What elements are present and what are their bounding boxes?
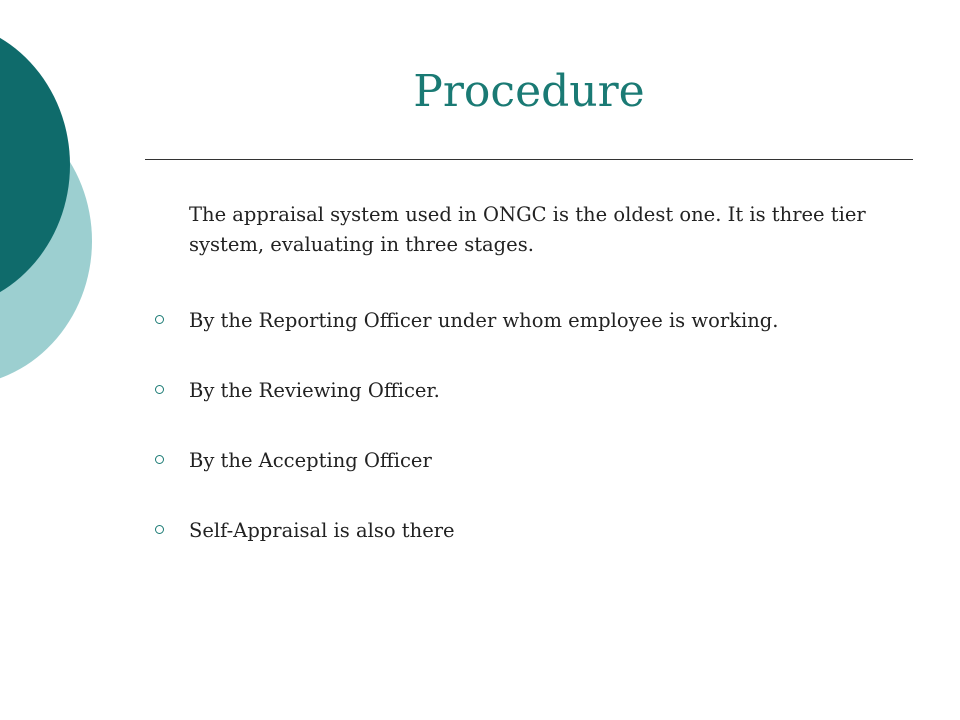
bullet-item — [155, 376, 895, 406]
bullet-text: By the Reviewing Officer. — [189, 379, 440, 402]
hollow-circle-bullet-icon — [155, 385, 164, 394]
title-divider — [145, 159, 913, 160]
intro-paragraph: The appraisal system used in ONGC is the oldest one. It is three tier system, evaluating in three stages. — [189, 203, 866, 256]
hollow-circle-bullet-icon — [155, 315, 164, 324]
bullet-item — [155, 306, 895, 336]
bullet-item — [155, 516, 895, 546]
hollow-circle-bullet-icon — [155, 525, 164, 534]
bullet-text: By the Accepting Officer — [189, 449, 432, 472]
bullet-text: Self-Appraisal is also there — [189, 519, 455, 542]
bullet-item — [155, 446, 895, 476]
hollow-circle-bullet-icon — [155, 455, 164, 464]
bullet-list — [155, 306, 895, 546]
slide-title: Procedure — [413, 66, 645, 117]
slide-body — [155, 200, 895, 586]
bullet-text: By the Reporting Officer under whom employee is working. — [189, 309, 779, 332]
